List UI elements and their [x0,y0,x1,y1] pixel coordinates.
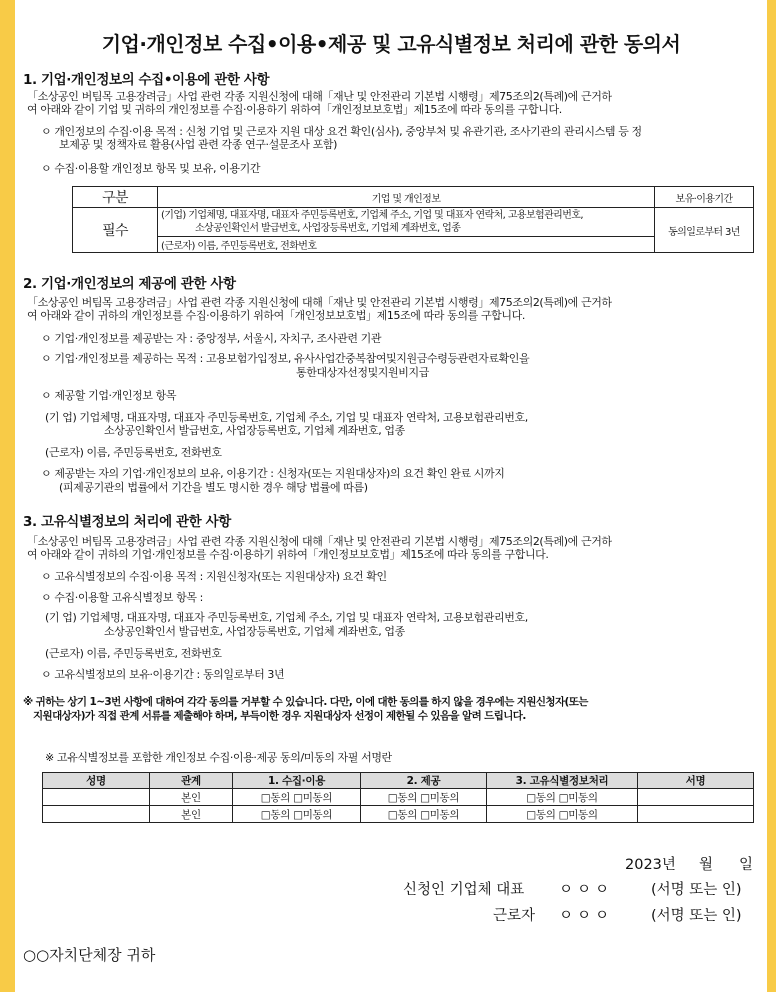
section3-intro-line1: 「소상공인 버팀목 고용장려금」사업 관련 각종 지원신청에 대해「재난 및 안전관리 기본법 시행령」제75조의2(특례)에 근거하 [27,535,612,548]
section2-intro-line2: 여 아래와 같이 귀하의 개인정보를 수집·이용하기 위하여「개인정보보호법」제15조에 따라 동의를 구합니다. [27,309,525,322]
worker-sign: (서명 또는 인) [651,908,742,924]
header-signature: 서명 [638,773,754,789]
section3-worker: (근로자) 이름, 주민등록번호, 전화번호 [45,647,222,660]
unique-id-consent-cell[interactable]: □동의 □미동의 [487,789,638,806]
section3-items-label: ㅇ 수집·이용할 고유식별정보 항목 : [41,591,203,604]
addressee: ○○자치단체장 귀하 [23,946,156,964]
unique-id-consent-cell[interactable]: □동의 □미동의 [487,806,638,823]
consent-form [15,0,767,992]
section2-intro-line1: 「소상공인 버팀목 고용장려금」사업 관련 각종 지원신청에 대해「재난 및 안전관리 기본법 시행령」제75조의2(특례)에 근거하 [27,296,612,309]
name-cell[interactable] [43,806,150,823]
section2-recipient: ㅇ 기업·개인정보를 제공받는 자 : 중앙정부, 서울시, 자치구, 조사관련 기관 [41,332,382,345]
table-row [43,806,754,823]
table-header-info: 기업 및 개인정보 [158,187,655,208]
company-info-line1: (기업) 기업체명, 대표자명, 대표자 주민등록번호, 기업체 주소, 기업 및 대표자 연락처, 고용보험관리번호, [161,210,583,221]
section1-purpose-line1: ㅇ 개인정보의 수집·이용 목적 : 신청 기업 및 근로자 지원 대상 요건 확인(심사), 중앙부처 및 유관기관, 조사기관의 관리시스템 등 정 [41,125,642,138]
applicant-sign: (서명 또는 인) [651,882,742,898]
section2-company-line2: 소상공인확인서 발급번호, 사업장등록번호, 기업체 계좌번호, 업종 [104,424,405,437]
signature-table [42,772,754,823]
header-collection: 1. 수집·이용 [233,773,361,789]
company-info-line2: 소상공인확인서 발급번호, 사업장등록번호, 기업체 계좌번호, 업종 [195,223,461,234]
page-title: 기업·개인정보 수집•이용•제공 및 고유식별정보 처리에 관한 동의서 [101,32,681,56]
header-name: 성명 [43,773,150,789]
section2-company-line1: (기 업) 기업체명, 대표자명, 대표자 주민등록번호, 기업체 주소, 기업 및 대표자 연락처, 고용보험관리번호, [45,411,528,424]
collection-consent-cell[interactable]: □동의 □미동의 [233,806,361,823]
section3-period: ㅇ 고유식별정보의 보유·이용기간 : 동의일로부터 3년 [41,668,285,681]
section3-intro-line2: 여 아래와 같이 귀하의 기업·개인정보를 수집·이용하기 위하여「개인정보보호법」제15조에 따라 동의를 구합니다. [27,548,549,561]
section2-items-label: ㅇ 제공할 기업·개인정보 항목 [41,389,177,402]
section2-purpose-line1: ㅇ 기업·개인정보를 제공하는 목적 : 고용보험가입정보, 유사사업간중복참여및지원금수령등관련자료확인을 [41,352,530,365]
date-month: 월 [699,857,714,873]
section2-purpose-line2: 통한대상자선정및지원비지급 [296,366,429,379]
relation-cell: 본인 [150,806,233,823]
table-header-period: 보유·이용기간 [655,187,754,208]
section2-period-line2: (피제공기관의 법률에서 기간을 별도 명시한 경우 해당 법률에 따름) [59,481,368,494]
applicant-name: ㅇㅇㅇ [559,882,614,898]
header-provision: 2. 제공 [361,773,487,789]
section1-heading: 1. 기업·개인정보의 수집•이용에 관한 사항 [23,72,270,88]
table-cell-period: 동의일로부터 3년 [655,208,754,253]
section1-intro-line1: 「소상공인 버팀목 고용장려금」사업 관련 각종 지원신청에 대해「재난 및 안전관리 기본법 시행령」제75조의2(특례)에 근거하 [27,90,612,103]
signature-cell[interactable] [638,789,754,806]
table-cell-worker-info: (근로자) 이름, 주민등록번호, 전화번호 [158,237,655,253]
section2-heading: 2. 기업·개인정보의 제공에 관한 사항 [23,276,236,292]
refusal-notice-line1: ※ 귀하는 상기 1~3번 사항에 대하여 각각 동의를 거부할 수 있습니다. 다만, 이에 대한 동의를 하지 않을 경우에는 지원신청자(또는 [23,696,588,708]
refusal-notice-line2: 지원대상자)가 직접 관계 서류를 제출해야 하며, 부득이한 경우 지원대상자 선정이 제한될 수 있음을 알려 드립니다. [33,710,526,722]
section1-items-label: ㅇ 수집·이용할 개인정보 항목 및 보유, 이용기간 [41,162,261,175]
header-relation: 관계 [150,773,233,789]
table-header-category: 구분 [73,187,158,208]
name-cell[interactable] [43,789,150,806]
section3-purpose: ㅇ 고유식별정보의 수집·이용 목적 : 지원신청자(또는 지원대상자) 요건 확인 [41,570,387,583]
section1-intro-line2: 여 아래와 같이 기업 및 귀하의 개인정보를 수집·이용하기 위하여「개인정보보호법」제15조에 따라 동의를 구합니다. [27,103,562,116]
provision-consent-cell[interactable]: □동의 □미동의 [361,806,487,823]
header-unique-id: 3. 고유식별정보처리 [487,773,638,789]
table-cell-company-info [158,208,655,237]
section3-company-line2: 소상공인확인서 발급번호, 사업장등록번호, 기업체 계좌번호, 업종 [104,625,405,638]
worker-name: ㅇㅇㅇ [559,908,614,924]
section1-purpose-line2: 보제공 및 정책자료 활용(사업 관련 각종 연구·설문조사 포함) [59,138,337,151]
signature-note: ※ 고유식별정보를 포함한 개인정보 수집·이용·제공 동의/미동의 자필 서명란 [45,751,392,764]
table-row [43,789,754,806]
collection-consent-cell[interactable]: □동의 □미동의 [233,789,361,806]
date-year: 2023년 [625,857,676,873]
table-row-required: 필수 [73,208,158,253]
signature-table-header [43,773,754,789]
section3-company-line1: (기 업) 기업체명, 대표자명, 대표자 주민등록번호, 기업체 주소, 기업 및 대표자 연락처, 고용보험관리번호, [45,611,528,624]
section3-heading: 3. 고유식별정보의 처리에 관한 사항 [23,514,231,530]
worker-label: 근로자 [493,908,536,924]
section2-period-line1: ㅇ 제공받는 자의 기업·개인정보의 보유, 이용기간 : 신청자(또는 지원대상자)의 요건 확인 완료 시까지 [41,467,505,480]
section2-worker: (근로자) 이름, 주민등록번호, 전화번호 [45,446,222,459]
collection-items-table [72,186,754,253]
provision-consent-cell[interactable]: □동의 □미동의 [361,789,487,806]
applicant-label: 신청인 기업체 대표 [403,882,525,898]
signature-cell[interactable] [638,806,754,823]
relation-cell: 본인 [150,789,233,806]
date-day: 일 [739,857,754,873]
